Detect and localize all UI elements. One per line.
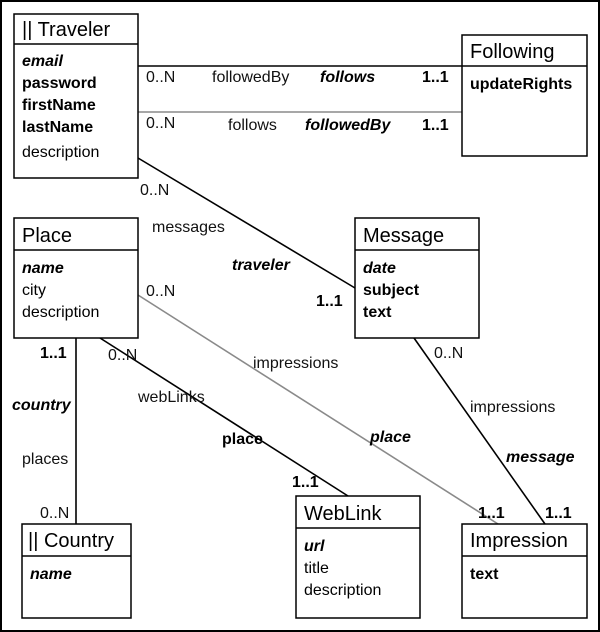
r3-mult-traveler: 0..N [140, 182, 170, 199]
following-attr-updaterights: updateRights [470, 76, 573, 93]
place-attr-name: name [22, 260, 64, 277]
message-attr-text: text [363, 304, 392, 321]
r7-mult-impression: 1..1 [545, 505, 572, 522]
country-title: || Country [28, 530, 114, 552]
r1-role-follows: follows [320, 69, 376, 86]
r6-mult-place: 0..N [108, 347, 138, 364]
r4-mult-place: 0..N [146, 283, 176, 300]
weblink-attr-description: description [304, 582, 382, 599]
place-attr-city: city [22, 282, 46, 299]
r3-role-traveler: traveler [232, 257, 290, 274]
traveler-attr-email: email [22, 53, 63, 70]
r5-role-places: places [22, 451, 69, 468]
message-attr-subject: subject [363, 282, 420, 299]
entity-weblink[interactable] [296, 496, 420, 618]
r4-mult-impression: 1..1 [478, 505, 505, 522]
entity-place[interactable] [14, 218, 138, 338]
r2-role-followedby: followedBy [305, 117, 391, 134]
traveler-title: || Traveler [22, 19, 111, 41]
entity-impression[interactable] [462, 524, 587, 618]
r1-role-followedby: followedBy [212, 69, 290, 86]
place-title: Place [22, 225, 73, 247]
r4-role-impressions: impressions [253, 355, 339, 372]
entity-following[interactable] [462, 35, 587, 156]
r1-mult-traveler: 0..N [146, 69, 176, 86]
weblink-attr-url: url [304, 538, 325, 555]
weblink-title: WebLink [304, 503, 382, 525]
place-attr-description: description [22, 304, 100, 321]
traveler-attr-description: description [22, 144, 100, 161]
r6-mult-weblink: 1..1 [292, 474, 319, 491]
r1-mult-following: 1..1 [422, 69, 449, 86]
r4-role-place: place [370, 429, 411, 446]
country-attr-name: name [30, 566, 72, 583]
impression-title: Impression [470, 530, 568, 552]
r7-mult-message: 0..N [434, 345, 464, 362]
r5-role-country: country [12, 397, 71, 414]
r6-role-place: place [222, 431, 263, 448]
following-title: Following [470, 41, 555, 63]
r3-role-messages: messages [152, 219, 225, 236]
r5-mult-place: 1..1 [40, 345, 67, 362]
r3-mult-message: 1..1 [316, 293, 343, 310]
r2-mult-traveler: 0..N [146, 115, 176, 132]
r2-mult-following: 1..1 [422, 117, 449, 134]
r7-role-message: message [506, 449, 575, 466]
r7-role-impressions: impressions [470, 399, 556, 416]
r2-role-follows: follows [228, 117, 277, 134]
traveler-attr-lastname: lastName [22, 119, 94, 136]
message-attr-date: date [363, 260, 396, 277]
entity-country[interactable] [22, 524, 131, 618]
traveler-attr-password: password [22, 75, 97, 92]
r5-mult-country: 0..N [40, 505, 70, 522]
message-title: Message [363, 225, 445, 247]
r6-role-weblinks: webLinks [138, 389, 205, 406]
traveler-attr-firstname: firstName [22, 97, 96, 114]
entity-traveler[interactable] [14, 14, 138, 178]
entity-message[interactable] [355, 218, 479, 338]
weblink-attr-title: title [304, 560, 329, 577]
impression-attr-text: text [470, 566, 499, 583]
